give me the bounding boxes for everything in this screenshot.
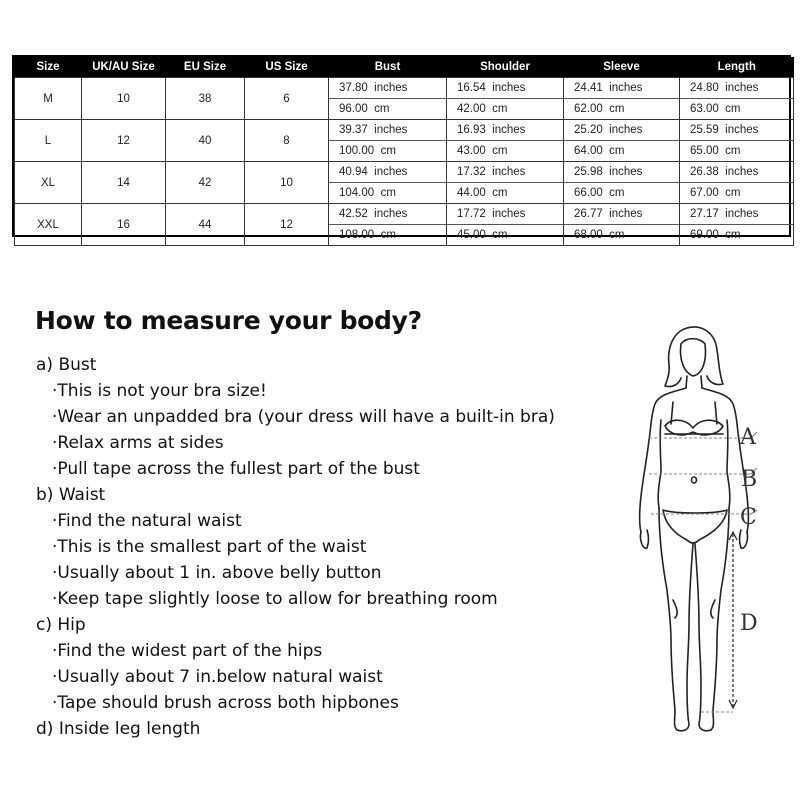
waist-heading: b) Waist: [36, 485, 106, 505]
sleeve-cm: 68.00 cm: [564, 224, 679, 245]
sleeve-cell: [564, 162, 680, 204]
shoulder-cm: 43.00 cm: [447, 140, 563, 161]
body-measurement-figure: [615, 318, 795, 748]
bust-cm: 108.00 cm: [329, 224, 446, 245]
length-cm: 65.00 cm: [680, 140, 793, 161]
uk-size-cell: 10: [82, 78, 166, 120]
us-size-cell: 12: [245, 204, 329, 246]
size-cell: M: [15, 78, 82, 120]
shoulder-inches: 17.72 inches: [457, 208, 526, 220]
uk-size-cell: 14: [82, 162, 166, 204]
shoulder-cell: [447, 120, 564, 162]
length-inches: 25.59 inches: [690, 124, 759, 136]
header-size: Size: [15, 57, 82, 78]
length-cell: [680, 162, 794, 204]
shoulder-cell: [447, 204, 564, 246]
bust-inches: 39.37 inches: [339, 124, 408, 136]
size-cell: XL: [15, 162, 82, 204]
shoulder-inches: 16.54 inches: [457, 82, 526, 94]
bust-cell: [329, 204, 447, 246]
sleeve-cell: [564, 120, 680, 162]
eu-size-cell: 38: [166, 78, 245, 120]
inside-leg-heading: d) Inside leg length: [36, 719, 201, 739]
list-item: ·Relax arms at sides: [52, 433, 224, 453]
label-b: B: [741, 467, 758, 492]
list-item: ·This is not your bra size!: [52, 381, 267, 401]
bust-cell: [329, 78, 447, 120]
length-inches: 24.80 inches: [690, 82, 759, 94]
sleeve-cell: [564, 204, 680, 246]
header-eu-size: EU Size: [166, 57, 245, 78]
us-size-cell: 10: [245, 162, 329, 204]
table-row: [15, 120, 794, 162]
label-a: A: [740, 425, 756, 450]
sleeve-inches: 26.77 inches: [574, 208, 643, 220]
list-item: ·Find the natural waist: [52, 511, 242, 531]
length-cm: 63.00 cm: [680, 98, 793, 119]
uk-size-cell: 12: [82, 120, 166, 162]
sleeve-cm: 64.00 cm: [564, 140, 679, 161]
table-row: [15, 162, 794, 204]
bust-cm: 100.00 cm: [329, 140, 446, 161]
bust-cell: [329, 120, 447, 162]
length-cm: 67.00 cm: [680, 182, 793, 203]
bust-heading: a) Bust: [36, 355, 97, 375]
bust-cm: 104.00 cm: [329, 182, 446, 203]
guide-title: How to measure your body?: [35, 306, 422, 335]
us-size-cell: 6: [245, 78, 329, 120]
header-bust: Bust: [329, 57, 447, 78]
sleeve-cell: [564, 78, 680, 120]
list-item: ·This is the smallest part of the waist: [52, 537, 367, 557]
length-inches: 27.17 inches: [690, 208, 759, 220]
measure-lines: [649, 438, 741, 712]
bust-cm: 96.00 cm: [329, 98, 446, 119]
shoulder-cm: 45.00 cm: [447, 224, 563, 245]
bust-inches: 40.94 inches: [339, 166, 408, 178]
list-item: ·Usually about 7 in.below natural waist: [52, 667, 383, 687]
measure-guide-list: [36, 352, 596, 742]
body-outline: [640, 327, 749, 731]
sleeve-inches: 25.20 inches: [574, 124, 643, 136]
length-cell: [680, 204, 794, 246]
inside-leg-arrow: [729, 532, 737, 708]
hip-heading: c) Hip: [36, 615, 86, 635]
bust-inches: 42.52 inches: [339, 208, 408, 220]
bust-inches: 37.80 inches: [339, 82, 408, 94]
list-item: ·Pull tape across the fullest part of the bust: [52, 459, 420, 479]
shoulder-inches: 16.93 inches: [457, 124, 526, 136]
header-shoulder: Shoulder: [447, 57, 564, 78]
table-row: [15, 78, 794, 120]
size-cell: L: [15, 120, 82, 162]
us-size-cell: 8: [245, 120, 329, 162]
shoulder-cell: [447, 162, 564, 204]
length-cell: [680, 78, 794, 120]
uk-size-cell: 16: [82, 204, 166, 246]
eu-size-cell: 42: [166, 162, 245, 204]
list-item: ·Tape should brush across both hipbones: [52, 693, 399, 713]
size-chart-table: [12, 55, 791, 241]
shoulder-cm: 42.00 cm: [447, 98, 563, 119]
table-header-row: [15, 57, 794, 78]
header-length: Length: [680, 57, 794, 78]
header-uk-au-size: UK/AU Size: [82, 57, 166, 78]
shoulder-cell: [447, 78, 564, 120]
header-sleeve: Sleeve: [564, 57, 680, 78]
sleeve-inches: 25.98 inches: [574, 166, 643, 178]
list-item: ·Find the widest part of the hips: [52, 641, 323, 661]
table-row: [15, 204, 794, 246]
label-d: D: [740, 611, 758, 636]
list-item: ·Usually about 1 in. above belly button: [52, 563, 382, 583]
sleeve-cm: 62.00 cm: [564, 98, 679, 119]
list-item: ·Keep tape slightly loose to allow for breathing room: [52, 589, 498, 609]
sleeve-cm: 66.00 cm: [564, 182, 679, 203]
label-c: C: [740, 505, 757, 530]
length-cell: [680, 120, 794, 162]
list-item: ·Wear an unpadded bra (your dress will have a built-in bra): [52, 407, 555, 427]
size-cell: XXL: [15, 204, 82, 246]
sleeve-inches: 24.41 inches: [574, 82, 643, 94]
shoulder-cm: 44.00 cm: [447, 182, 563, 203]
length-cm: 69.00 cm: [680, 224, 793, 245]
body-outline-illustration: [615, 318, 795, 748]
header-us-size: US Size: [245, 57, 329, 78]
length-inches: 26.38 inches: [690, 166, 759, 178]
eu-size-cell: 44: [166, 204, 245, 246]
bust-cell: [329, 162, 447, 204]
shoulder-inches: 17.32 inches: [457, 166, 526, 178]
eu-size-cell: 40: [166, 120, 245, 162]
